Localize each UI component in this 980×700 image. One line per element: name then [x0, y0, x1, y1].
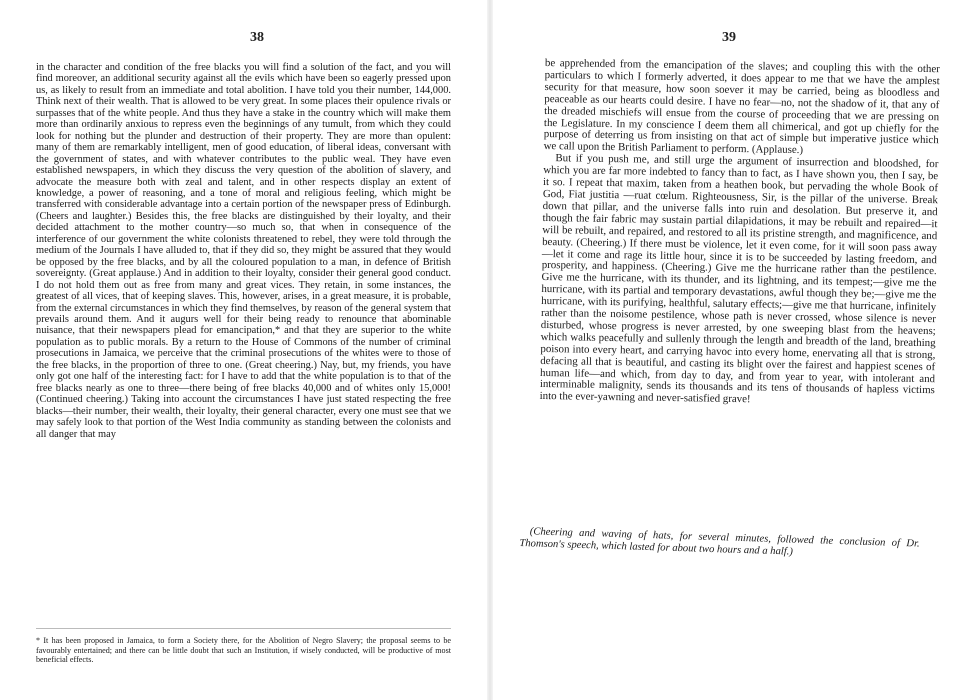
left-page-body: [36, 62, 451, 440]
footnote-divider: [36, 628, 451, 629]
page-number-left: 38: [250, 30, 264, 45]
right-page-body: [540, 58, 940, 409]
footnote: * It has been proposed in Jamaica, to form a Society there, for the Abolition of Negro Slavery; the proposal seems to be favourably entertained; and there can be little doubt that such an Institution, if wisely conducted, will be productive of most beneficial effects.: [36, 636, 451, 665]
right-paragraph-1: be apprehended from the emancipation of the slaves; and coupling this with the other particulars to which I formerly adverted, it does appear to me that we have the amplest security for that measure, how soon soever it may be carried, being as bloodless and peaceable as our hearts could desire. I have no fear—no, not the shadow of it, that any of the dreaded mischiefs will ensue from the course of proceeding that we are pressing on the Legislature. In my conscience I deem them all chimerical, and got up chiefly for the purpose of deterring us from insisting on that act of simple but imperative justice which we call upon the British Parliament to perform. (Applause.): [543, 57, 940, 157]
right-page: [490, 0, 980, 700]
closing-note: (Cheering and waving of hats, for several minutes, followed the conclusion of Dr. Thomson's speech, which lasted for about two hours and a half.): [519, 526, 920, 558]
right-paragraph-2: But if you push me, and still urge the argument of insurrection and bloodshed, for which you are far more indebted to fancy than to fact, as I have shown you, then I say, be it so. I repeat that maxim, taken from a heathen book, but pervading the whole Book of God, Fiat justitia —ruat cœlum. Righteousness, Sir, is the pillar of the universe. Break down that pillar, and the universe falls into ruin and desolation. But preserve it, and though the fair fabric may sustain partial dilapidations, it may be rebuilt and repaired—it will be rebuilt, and repaired, and restored to all its pristine strength, and magnificence, and beauty. (Cheering.) If there must be violence, let it even come, for it will soon pass away—let it come and rage its little hour, since it is to be succeeded by lasting freedom, and prosperity, and happiness. (Cheering.) Give me the hurricane rather than the pestilence. Give me the hurricane, with its thunder, and its lightning, and its tempest;—give me the hurricane, with its partial and temporary devastations, awful though they be;—give me the hurricane, with its purifying, healthful, salutary effects;—give me that hurricane, infinitely rather than the noisome pestilence, whose path is never crossed, whose silence is never disturbed, whose progress is never arrested, by one sweeping blast from the heavens; which walks peacefully and sullenly through the length and breadth of the land, breathing poison into every heart, and carrying havoc into every home, enervating all that is strong, defacing all that is beautiful, and casting its blight over the fairest and happiest scenes of human life—and which, from day to day, and from year to year, with intolerant and interminable malignity, sends its thousands and its tens of thousands of hapless victims into the ever-yawning and never-satisfied grave!: [539, 152, 939, 406]
left-paragraph: in the character and condition of the free blacks you will find a solution of the fact, and you will find moreover, an additional security against all the evils which have been so eagerly pressed upon us, as likely to result from an immediate and total abolition. I have told you their number, 144,000. Think next of their wealth. That is allowed to be very great. In some places their opulence rivals or surpasses that of the white people. And thus they have a stake in the country which will make them more than ordinarily anxious to repress even the beginnings of any tumult, from which they could look for nothing but the plunder and destruction of their property. They are more than opulent: many of them are remarkably intelligent, men of good education, of liberal ideas, conversant with the government of states, and with whatever contributes to the public weal. They have even established newspapers, in which they discuss the very question of the abolition of slavery, and advocate the measure both with zeal and talent, and in other respects display an extent of knowledge, a power of reasoning, and a tone of moral and religious feeling, which might be transferred with considerable advantage into a certain portion of the newspaper press of Edinburgh. (Cheers and laughter.) Besides this, the free blacks are distinguished by their loyalty, and their decided attachment to the mother country—so much so, that when in consequence of the interference of our government the white colonists threatened to rebel, they were told through the medium of the Journals I have alluded to, that if they did so, they might be assured that they would be opposed by the free blacks, and by all the coloured population to a man, in defence of British sovereignty. (Great applause.) And in addition to their loyalty, consider their general good conduct. I do not hold them out as free from many and great vices. They retain, in some instances, the greatest of all vices, that of keeping slaves. This, however, arises, in a great measure, it is probable, from the external circumstances in which they find themselves, by reason of the general system that prevails around them. And it augurs well for their being ready to renounce that abominable nuisance, that their newspapers plead for emancipation,* and that they are superior to the white population as to public morals. By a return to the House of Commons of the number of criminal prosecutions in Jamaica, we perceive that the criminal prosecutions of the whites were to those of the free blacks, in the proportion of three to one. (Great cheering.) Nay, but, my friends, you have only got one half of the interesting fact: for I have to add that the white population is to that of the free blacks nearly as one to three—there being of free blacks 40,000 and of whites only 15,000! (Continued cheering.) Taking into account the circumstances I have just stated respecting the free blacks—their number, their wealth, their loyalty, their general character, every one must see that we may safely look to that portion of the West India community as standing between the colonists and all danger that may: [36, 62, 451, 440]
page-number-right: 39: [722, 30, 736, 45]
